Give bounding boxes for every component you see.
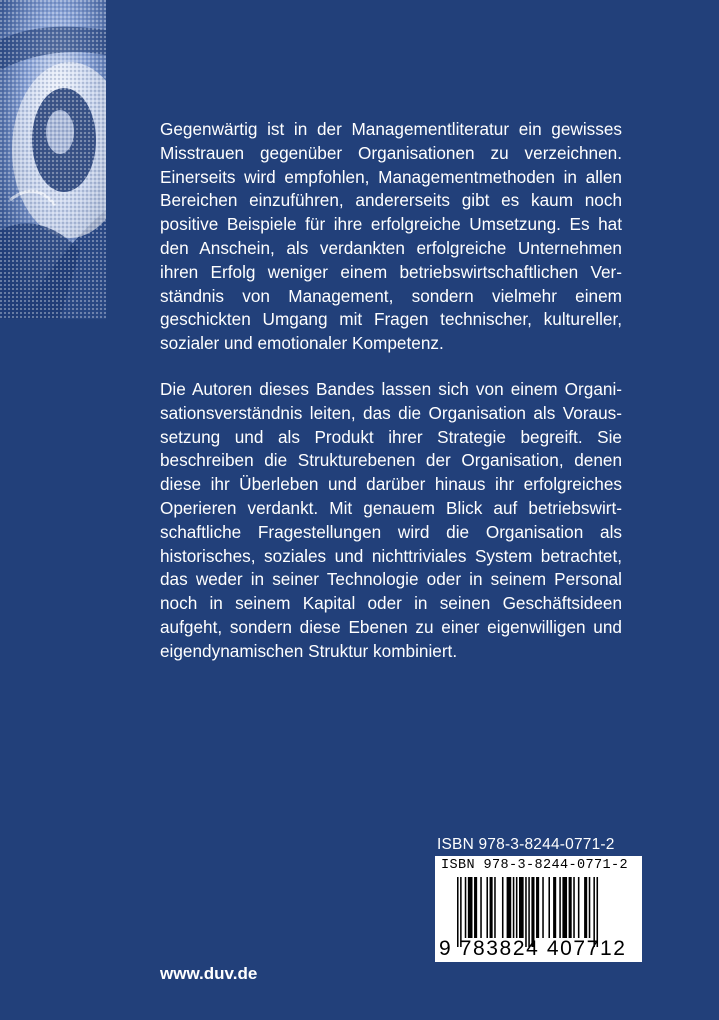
- barcode-bar: [569, 877, 572, 938]
- barcode-bar: [519, 877, 524, 938]
- barcode-bar: [494, 877, 496, 938]
- barcode-bar: [502, 877, 504, 938]
- barcode-bar: [507, 877, 512, 938]
- barcode-bar: [573, 877, 575, 938]
- cover-illustration: [0, 0, 106, 319]
- blurb-paragraph-1: Gegenwärtig ist in der Managementliteratur ein gewisses Misstrauen gegenüber Organisationen zu verzeichnen. Einerseits wird empfohlen, Managementmethoden in allen Bereichen einzuführen, andererseits gibt es kaum noch positive Beispiele für ihre erfolgreiche Umsetzung. Es hat den Anschein, als verdankten erfolgreiche Unternehmen ihren Erfolg weniger einem betriebswirtschaftlichen Verständnis von Management, sondern vielmehr einem geschickten Umgang mit Fragen technischer, kultureller, sozialer und emotionaler Kompetenz.: [160, 119, 622, 354]
- publisher-website: www.duv.de: [160, 964, 258, 983]
- barcode-isbn-text: ISBN 978-3-8244-0771-2: [441, 858, 629, 873]
- isbn-label: ISBN 978-3-8244-0771-2: [437, 836, 615, 853]
- barcode-bar: [513, 877, 515, 938]
- barcode-bar: [468, 877, 473, 938]
- barcode-bar: [548, 877, 550, 938]
- barcode-bar: [584, 877, 587, 938]
- barcode-bar: [486, 877, 488, 938]
- barcode: [435, 856, 642, 962]
- barcode-bar: [562, 877, 567, 938]
- barcode-bar: [465, 877, 467, 938]
- blurb-paragraph-2: Die Autoren dieses Bandes lassen sich von einem Organisationsverständnis leiten, das die Organisation als Voraussetzung und als Produkt ihrer Strategie begreift. Sie beschreiben die Strukturebenen der Organisation, denen diese ihr Überleben und darüber hinaus ihr erfolgreiches Operieren verdankt. Mit genauem Blick auf betriebswirtschaftliche Fragestellungen wird die Organisation als historisches, soziales und nichttriviales System betrachtet, das weder in seiner Technologie oder in seinem Personal noch in seinem Kapital oder in seinen Geschäftsideen aufgeht, sondern diese Ebenen zu einer eigenwilligen und eigendynamischen Struktur kombiniert.: [160, 378, 622, 661]
- barcode-bar: [589, 877, 591, 938]
- barcode-bar: [490, 877, 493, 938]
- barcode-bar: [578, 877, 580, 938]
- back-cover-blurb: [160, 118, 622, 664]
- barcode-bar: [542, 877, 544, 938]
- barcode-bar: [536, 877, 539, 938]
- barcode-bar: [516, 877, 518, 938]
- barcode-bar: [480, 877, 482, 938]
- barcode-bar: [553, 877, 556, 938]
- barcode-bar: [559, 877, 561, 938]
- barcode-digits: 9 783824 407712: [439, 937, 627, 960]
- barcode-bar: [474, 877, 477, 938]
